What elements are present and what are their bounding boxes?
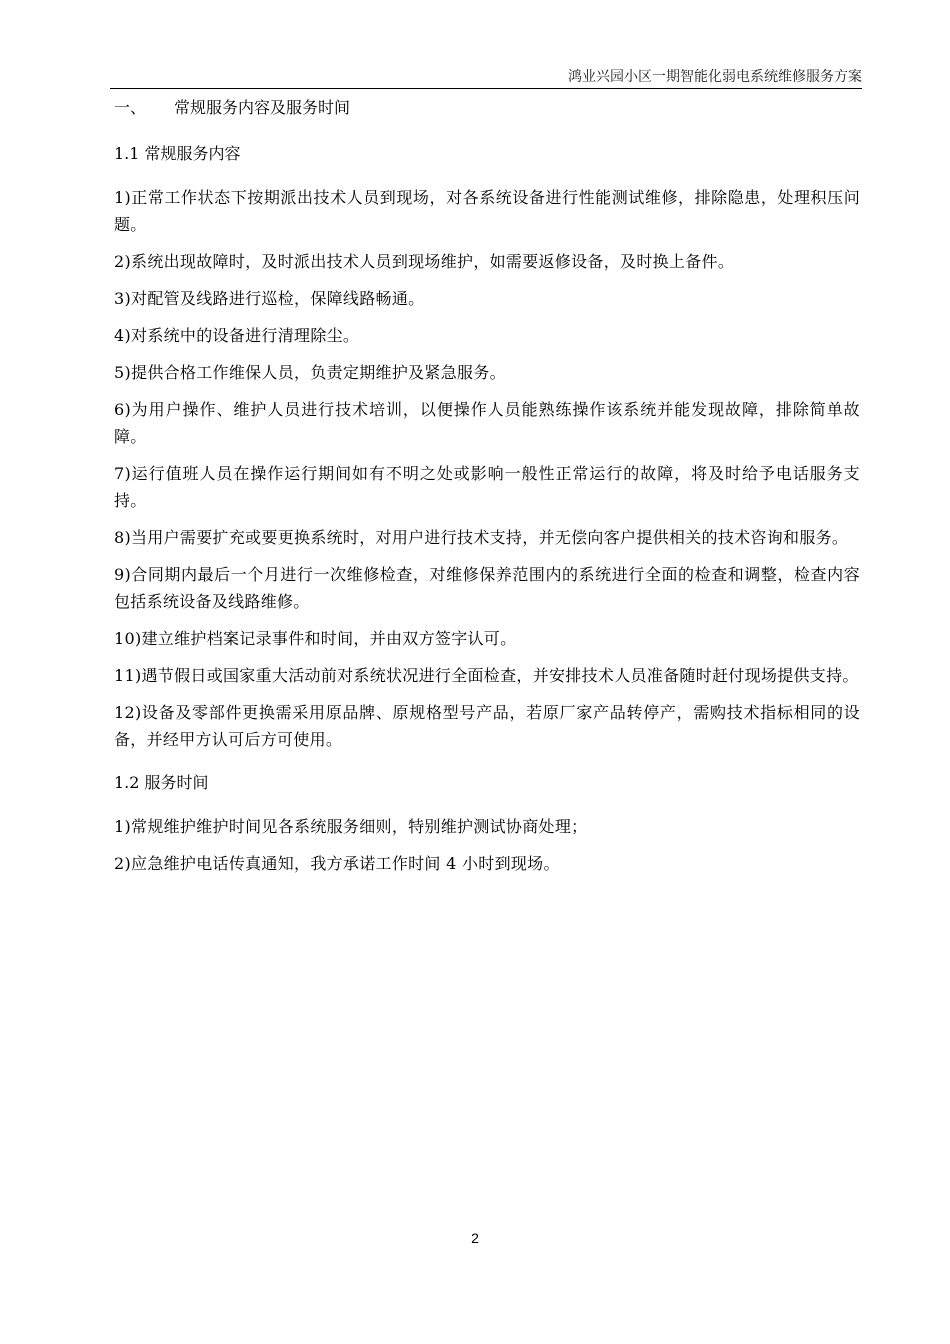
list-item: 12)设备及零部件更换需采用原品牌、原规格型号产品，若原厂家产品转停产，需购技术指标相同的设备，并经甲方认可后方可使用。 xyxy=(114,703,860,749)
header-title: 鸿业兴园小区一期智能化弱电系统维修服务方案 xyxy=(568,69,862,85)
list-item: 9)合同期内最后一个月进行一次维修检查，对维修保养范围内的系统进行全面的检查和调整，检查内容包括系统设备及线路维修。 xyxy=(114,565,860,611)
list-item: 5)提供合格工作维保人员，负责定期维护及紧急服务。 xyxy=(114,363,506,382)
list-item: 7)运行值班人员在操作运行期间如有不明之处或影响一般性正常运行的故障，将及时给予电话服务支持。 xyxy=(114,464,860,510)
list-item: 2)应急维护电话传真通知，我方承诺工作时间 4 小时到现场。 xyxy=(114,854,560,873)
page-header xyxy=(110,66,862,89)
subsection-heading-1-2: 1.2 服务时间 xyxy=(114,773,209,792)
list-item: 8)当用户需要扩充或要更换系统时，对用户进行技术支持，并无偿向客户提供相关的技术咨询和服务。 xyxy=(114,528,849,547)
list-item: 6)为用户操作、维护人员进行技术培训，以便操作人员能熟练操作该系统并能发现故障，排除简单故障。 xyxy=(114,400,860,446)
subsection-heading-1-1: 1.1 常规服务内容 xyxy=(114,144,241,163)
list-item: 11)遇节假日或国家重大活动前对系统状况进行全面检查，并安排技术人员准备随时赶付现场提供支持。 xyxy=(114,666,859,685)
section-heading xyxy=(114,94,860,122)
list-item: 2)系统出现故障时，及时派出技术人员到现场维护，如需要返修设备，及时换上备件。 xyxy=(114,252,735,271)
list-item: 1)正常工作状态下按期派出技术人员到现场，对各系统设备进行性能测试维修，排除隐患，处理积压问题。 xyxy=(114,188,860,234)
section-number: 一、 xyxy=(114,98,147,117)
page-number: 2 xyxy=(471,1230,479,1246)
list-item: 4)对系统中的设备进行清理除尘。 xyxy=(114,326,360,345)
service-time-list xyxy=(114,813,860,877)
list-item: 10)建立维护档案记录事件和时间，并由双方签字认可。 xyxy=(114,629,517,648)
section-title: 常规服务内容及服务时间 xyxy=(174,98,351,117)
list-item: 1)常规维护维护时间见各系统服务细则，特别维护测试协商处理； xyxy=(114,817,588,836)
list-item: 3)对配管及线路进行巡检，保障线路畅通。 xyxy=(114,289,425,308)
service-content-list xyxy=(114,184,860,753)
document-body xyxy=(114,94,860,887)
